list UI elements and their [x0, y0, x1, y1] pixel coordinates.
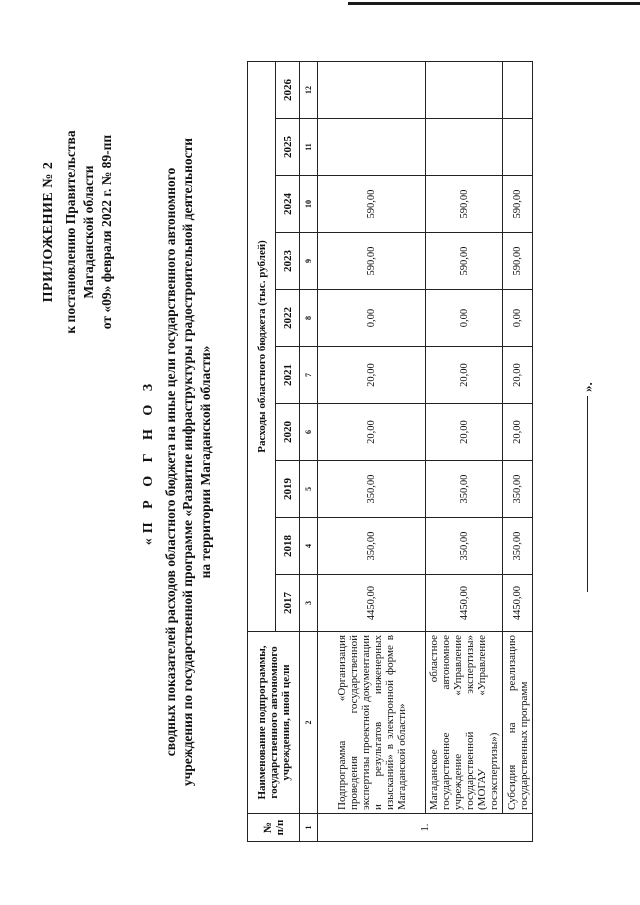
header-year: 2021	[276, 347, 300, 404]
closing-line	[587, 396, 588, 592]
header-year: 2018	[276, 518, 300, 575]
value-cell: 20,00	[426, 404, 503, 461]
value-cell: 350,00	[503, 461, 533, 518]
value-cell: 0,00	[503, 290, 533, 347]
column-number: 2	[300, 632, 318, 814]
value-cell: 350,00	[318, 461, 426, 518]
column-number: 9	[300, 233, 318, 290]
value-cell: 20,00	[503, 347, 533, 404]
value-cell: 20,00	[426, 347, 503, 404]
value-cell: 350,00	[318, 518, 426, 575]
appendix-title: ПРИЛОЖЕНИЕ № 2	[41, 161, 56, 303]
header-expenses: Расходы областного бюджета (тыс. рублей)	[248, 61, 276, 631]
value-cell: 590,00	[426, 233, 503, 290]
value-cell: 590,00	[318, 176, 426, 233]
value-cell	[426, 119, 503, 176]
rotated-document	[40, 32, 615, 892]
value-cell: 350,00	[426, 518, 503, 575]
document-heading	[140, 72, 214, 852]
value-cell: 590,00	[318, 233, 426, 290]
header-year: 2025	[276, 119, 300, 176]
value-cell: 4450,00	[318, 575, 426, 632]
value-cell: 20,00	[503, 404, 533, 461]
value-cell	[503, 119, 533, 176]
column-number: 10	[300, 176, 318, 233]
table-row	[426, 61, 503, 841]
table-row	[503, 61, 533, 841]
value-cell	[318, 61, 426, 118]
header-year: 2023	[276, 233, 300, 290]
value-cell: 350,00	[503, 518, 533, 575]
value-cell: 590,00	[503, 176, 533, 233]
column-number: 7	[300, 347, 318, 404]
header-number: № п/п	[248, 814, 300, 842]
forecast-table	[247, 61, 533, 842]
column-number: 12	[300, 61, 318, 118]
closing-mark: ».	[580, 382, 595, 392]
appendix-line: от «09» февраля 2022 г. № 89-пп	[99, 134, 114, 330]
value-cell	[503, 61, 533, 118]
heading-title: «П Р О Г Н О З	[141, 378, 156, 546]
heading-line: сводных показателей расходов областного бюджета на иные цели государственного автономного	[162, 167, 178, 757]
heading-line: учреждения по государственной программе «Развитие инфраструктуры градостроительной деятельности	[180, 137, 195, 787]
value-cell: 590,00	[503, 233, 533, 290]
value-cell	[318, 119, 426, 176]
header-year: 2024	[276, 176, 300, 233]
header-year: 2019	[276, 461, 300, 518]
row-name: Магаданское областное государственное автономное учреждение «Управление государственной экспертизы» (МОГАУ «Управление госэкспертизы»)	[426, 632, 503, 814]
value-cell: 350,00	[426, 461, 503, 518]
column-number: 8	[300, 290, 318, 347]
column-number: 5	[300, 461, 318, 518]
table-row	[318, 61, 426, 841]
header-name: Наименование подпрограммы, государственного автономного учреждения, иной цели	[248, 632, 300, 814]
row-name: Субсидия на реализацию государственных программ	[503, 632, 533, 814]
value-cell: 4450,00	[426, 575, 503, 632]
value-cell: 20,00	[318, 404, 426, 461]
header-year: 2017	[276, 575, 300, 632]
appendix-line: Магаданской области	[81, 165, 96, 299]
row-number: 1.	[318, 814, 533, 842]
header-year: 2020	[276, 404, 300, 461]
value-cell: 4450,00	[503, 575, 533, 632]
value-cell: 20,00	[318, 347, 426, 404]
column-number: 11	[300, 119, 318, 176]
column-number: 1	[300, 814, 318, 842]
value-cell: 590,00	[426, 176, 503, 233]
header-year: 2026	[276, 61, 300, 118]
value-cell: 0,00	[318, 290, 426, 347]
header-year: 2022	[276, 290, 300, 347]
heading-line: на территории Магаданской области»	[197, 345, 213, 579]
column-number: 3	[300, 575, 318, 632]
appendix-block	[40, 92, 116, 372]
row-name: Подпрограмма «Организация проведения государственной экспертизы проектной документации и результатов инженерных изысканий» в электронной форме в Магаданской области»	[318, 632, 426, 814]
scan-edge-line	[348, 2, 640, 5]
column-number: 6	[300, 404, 318, 461]
column-number: 4	[300, 518, 318, 575]
appendix-line: к постановлению Правительства	[63, 130, 78, 334]
value-cell	[426, 61, 503, 118]
value-cell: 0,00	[426, 290, 503, 347]
